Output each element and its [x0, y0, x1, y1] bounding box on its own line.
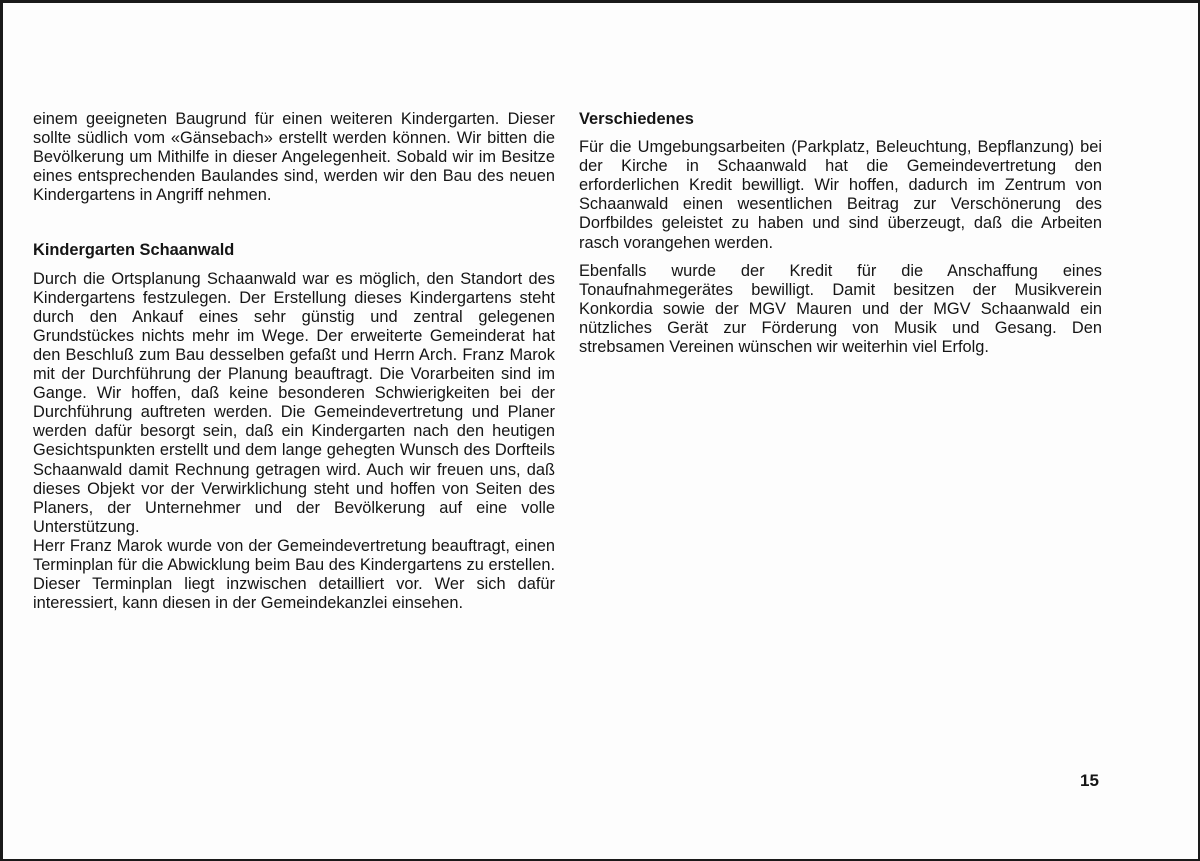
verschiedenes-paragraph-2: Ebenfalls wurde der Kredit für die Anschaffung eines Tonaufnahmegerätes bewilligt. Damit besitzen der Musikverein Konkordia sowie der MGV Mauren und der MGV Schaanwald ein nützliches Gerät zur Förderung von Musik und Gesang. Den strebsamen Vereinen wünschen wir weiterhin viel Erfolg. [579, 261, 1102, 357]
right-column [579, 110, 1102, 357]
kindergarten-paragraph-2: Herr Franz Marok wurde von der Gemeindevertretung beauftragt, einen Terminplan für die Abwicklung beim Bau des Kindergartens zu erstellen. Dieser Terminplan liegt inzwischen detailliert vor. Wer sich dafür interessiert, kann diesen in der Gemeindekanzlei einsehen. [33, 536, 555, 613]
verschiedenes-paragraph-1: Für die Umgebungsarbeiten (Parkplatz, Beleuchtung, Bepflanzung) bei der Kirche in Schaanwald hat die Gemeindevertretung den erforderlichen Kredit bewilligt. Wir hoffen, dadurch im Zentrum von Schaanwald einen wesentlichen Beitrag zur Verschönerung des Dorfbildes geleistet zu haben und sind überzeugt, daß die Arbeiten rasch vorangehen werden. [579, 138, 1102, 252]
left-column [33, 110, 555, 613]
section-heading-verschiedenes: Verschiedenes [579, 110, 694, 128]
kindergarten-paragraph-1: Durch die Ortsplanung Schaanwald war es möglich, den Standort des Kindergartens festzulegen. Der Erstellung dieses Kindergartens steht durch den Ankauf eines sehr günstig und zentral gelegenen Grundstückes nichts mehr im Wege. Der erweiterte Gemeinderat hat den Beschluß zum Bau desselben gefaßt und Herrn Arch. Franz Marok mit der Durchführung der Planung beauftragt. Die Vorarbeiten sind im Gange. Wir hoffen, daß keine besonderen Schwierigkeiten bei der Durchführung auftreten werden. Die Gemeindevertretung und Planer werden dafür besorgt sein, daß ein Kindergarten nach den heutigen Gesichtspunkten erstellt und dem lange gehegten Wunsch des Dorfteils Schaanwald damit Rechnung getragen wird. Auch wir freuen uns, daß dieses Objekt vor der Verwirklichung steht und hoffen von Seiten des Planers, der Unternehmer und der Bevölkerung auf eine volle Unterstützung. [33, 269, 555, 536]
page-number: 15 [1080, 771, 1099, 790]
section-heading-kindergarten-schaanwald: Kindergarten Schaanwald [33, 241, 235, 260]
intro-paragraph: einem geeigneten Baugrund für einen weiteren Kindergarten. Dieser sollte südlich vom «Gänsebach» erstellt werden können. Wir bitten die Bevölkerung um Mithilfe in dieser Angelegenheit. Sobald wir im Besitze eines entsprechenden Baulandes sind, werden wir den Bau des neuen Kindergartens in Angriff nehmen. [33, 110, 555, 205]
